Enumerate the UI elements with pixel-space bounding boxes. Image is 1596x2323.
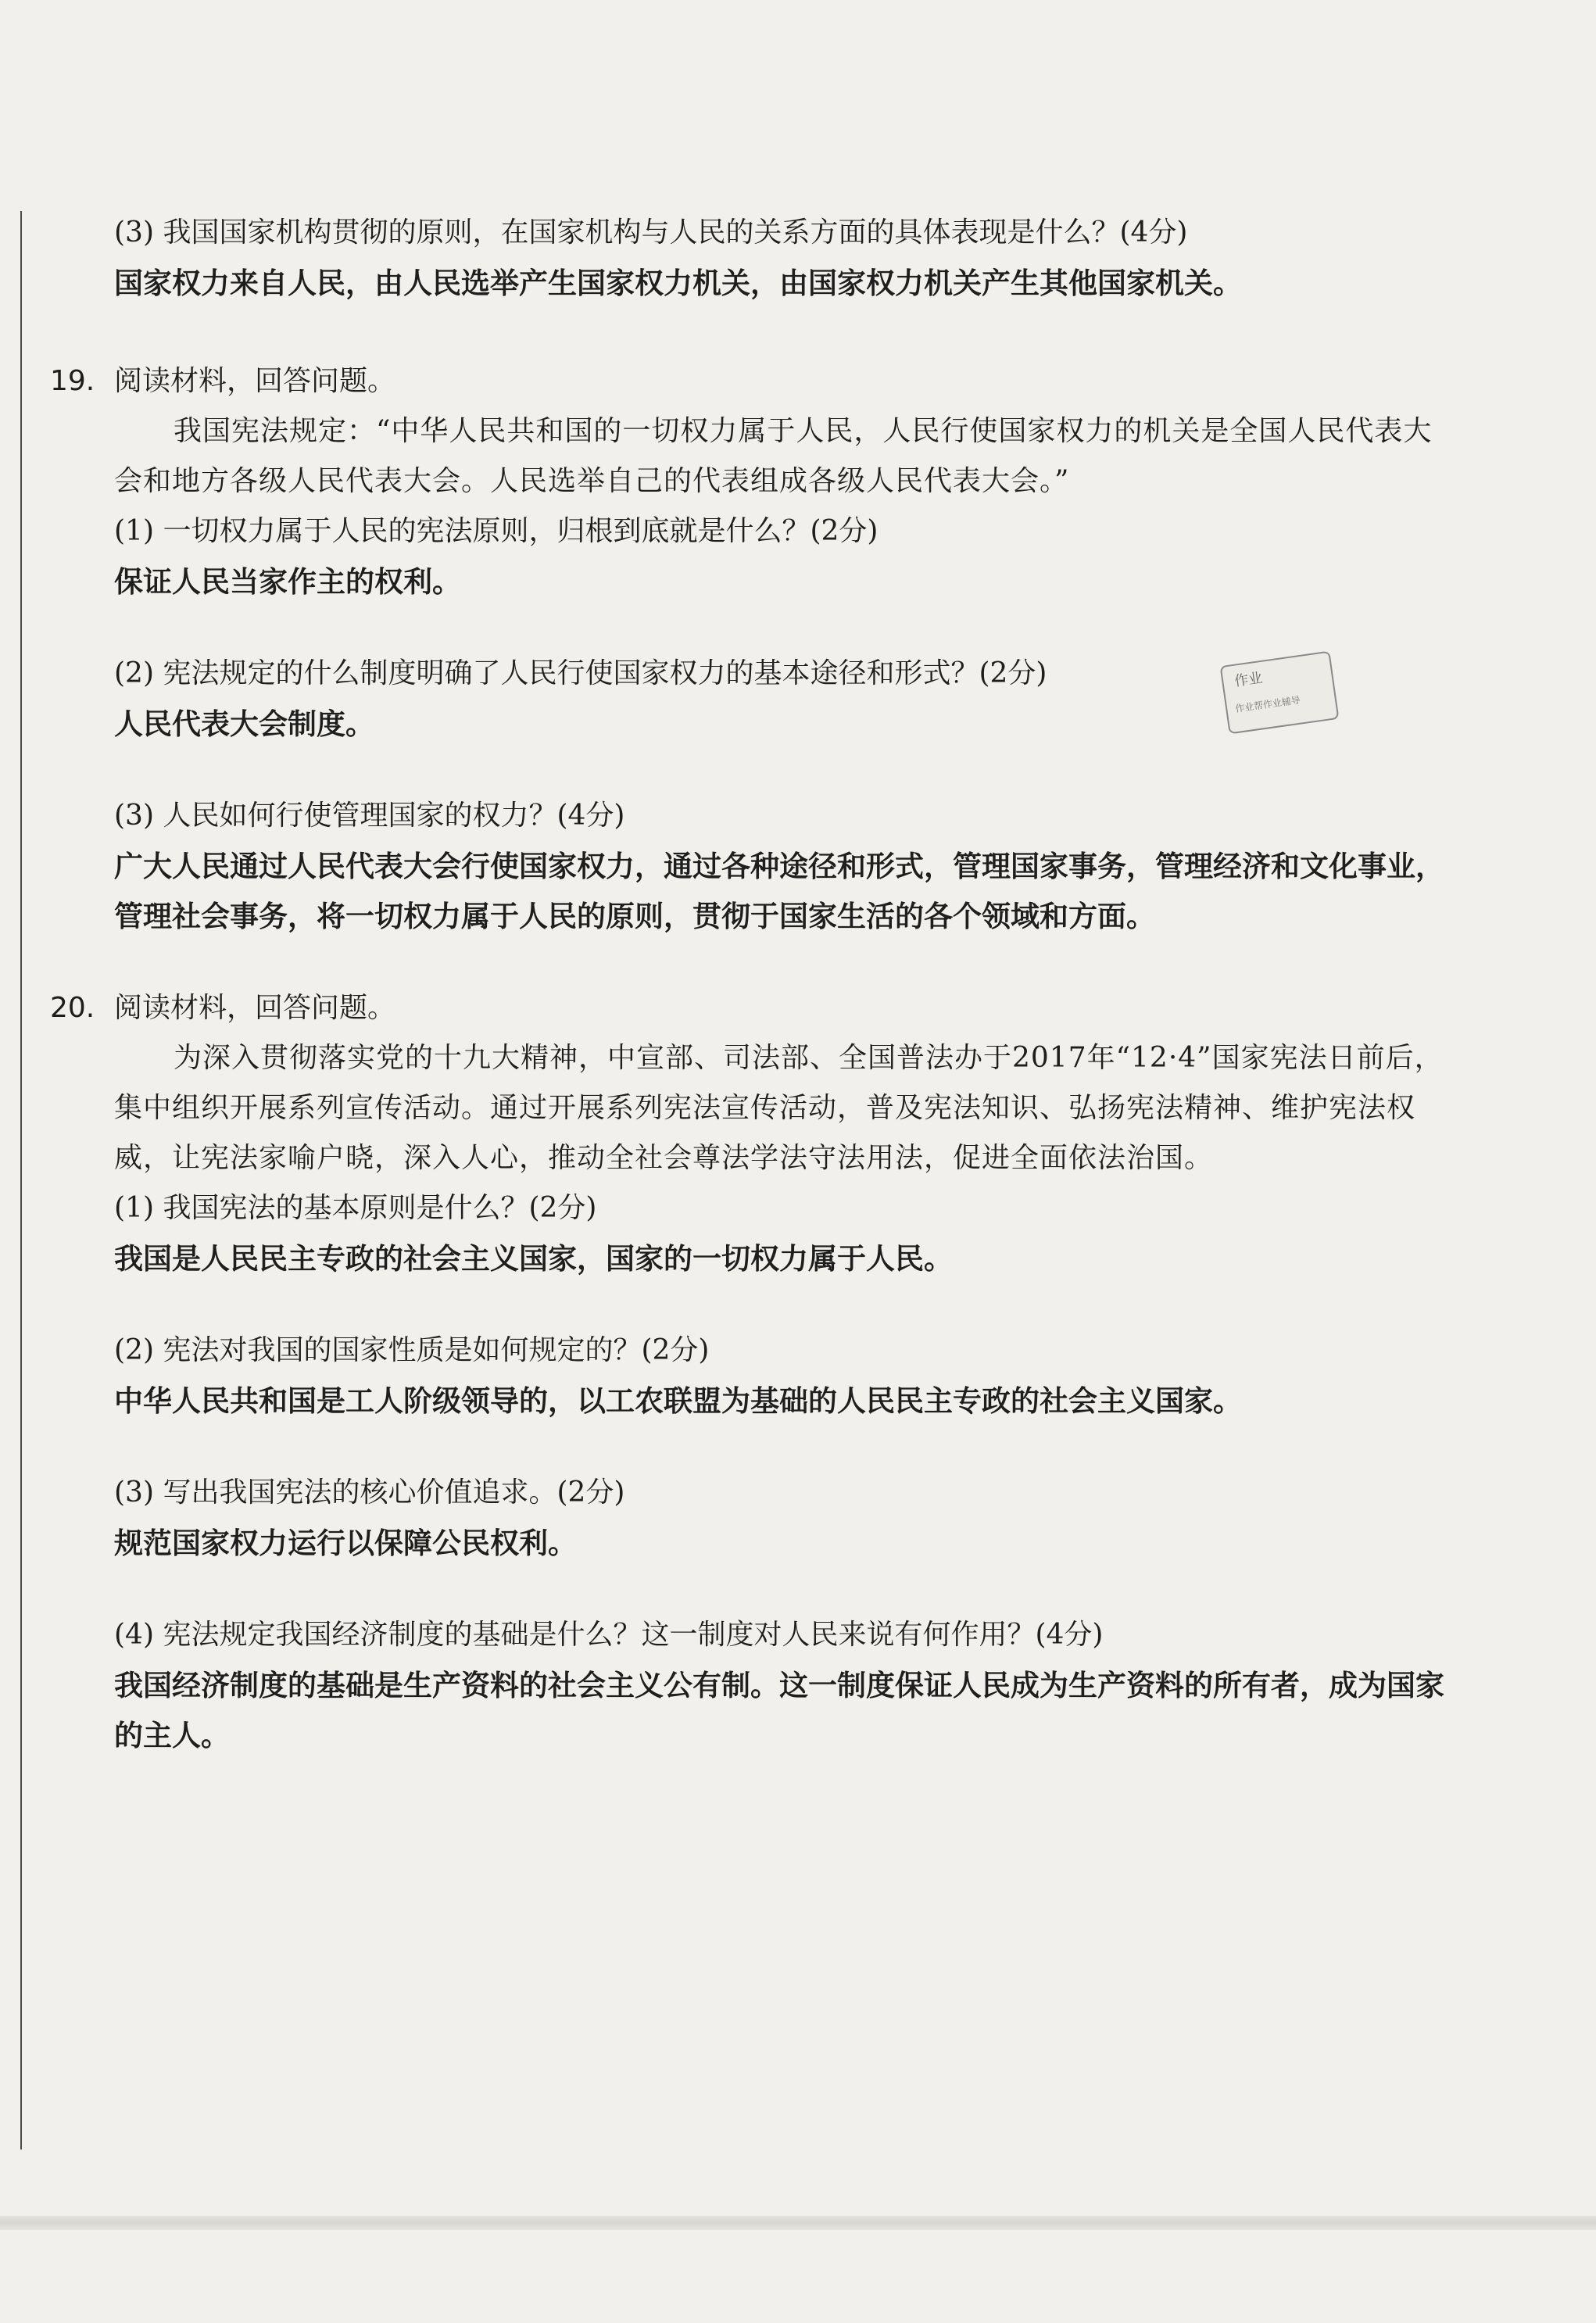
q20-sub1-answer: 我国是人民民主专政的社会主义国家，国家的一切权力属于人民。 <box>114 1241 953 1276</box>
stamp-subtext: 作业帮作业辅导 <box>1234 694 1301 715</box>
q20-sub1-question: (1) 我国宪法的基本原则是什么？(2分) <box>114 1192 597 1224</box>
q19-sub1-answer: 保证人民当家作主的权利。 <box>114 564 461 599</box>
document-content <box>50 208 1458 1760</box>
q19-instruction: 阅读材料，回答问题。 <box>114 365 396 397</box>
q19-heading <box>50 356 1458 406</box>
q20-sub2-question: (2) 宪法对我国的国家性质是如何规定的？(2分) <box>114 1334 710 1366</box>
q19-number: 19. <box>50 365 95 397</box>
stamp-text: 作业 <box>1233 669 1264 690</box>
q20-sub3-answer: 规范国家权力运行以保障公民权利。 <box>114 1526 577 1560</box>
q19-sub3-answer: 广大人民通过人民代表大会行使国家权力，通过各种途径和形式，管理国家事务，管理经济和文化事业，管理社会事务，将一切权力属于人民的原则，贯彻于国家生活的各个领域和方面。 <box>114 849 1444 933</box>
q20-material: 为深入贯彻落实党的十九大精神，中宣部、司法部、全国普法办于2017年“12·4”国家宪法日前后，集中组织开展系列宣传活动。通过开展系列宪法宣传活动，普及宪法知识、弘扬宪法精神、维护宪法权威，让宪法家喻户晓，深入人心，推动全社会尊法学法守法用法，促进全面依法治国。 <box>114 1042 1444 1174</box>
q19-sub3-question: (3) 人民如何行使管理国家的权力？(4分) <box>114 800 625 832</box>
q19-material: 我国宪法规定：“中华人民共和国的一切权力属于人民，人民行使国家权力的机关是全国人民代表大会和地方各级人民代表大会。人民选举自己的代表组成各级人民代表大会。” <box>114 415 1433 497</box>
q20-sub4-answer: 我国经济制度的基础是生产资料的社会主义公有制。这一制度保证人民成为生产资料的所有者，成为国家的主人。 <box>114 1668 1444 1752</box>
q19-sub2-question: (2) 宪法规定的什么制度明确了人民行使国家权力的基本途径和形式？(2分) <box>114 657 1047 689</box>
margin-line <box>20 211 22 2149</box>
q20-number: 20. <box>50 992 95 1024</box>
q19-sub2-answer: 人民代表大会制度。 <box>114 707 374 741</box>
q20-heading <box>50 983 1458 1033</box>
q18-sub3-question: (3) 我国国家机构贯彻的原则，在国家机构与人民的关系方面的具体表现是什么？(4分) <box>114 217 1188 249</box>
q20-sub3-question: (3) 写出我国宪法的核心价值追求。(2分) <box>114 1476 625 1509</box>
q20-instruction: 阅读材料，回答问题。 <box>114 992 396 1024</box>
q18-sub3-answer: 国家权力来自人民，由人民选举产生国家权力机关，由国家权力机关产生其他国家机关。 <box>114 266 1242 300</box>
q20-sub2-answer: 中华人民共和国是工人阶级领导的，以工农联盟为基础的人民民主专政的社会主义国家。 <box>114 1383 1242 1418</box>
q20-sub4-question: (4) 宪法规定我国经济制度的基础是什么？这一制度对人民来说有何作用？(4分) <box>114 1619 1104 1651</box>
scan-band <box>0 2216 1596 2230</box>
q19-sub1-question: (1) 一切权力属于人民的宪法原则，归根到底就是什么？(2分) <box>114 515 879 547</box>
